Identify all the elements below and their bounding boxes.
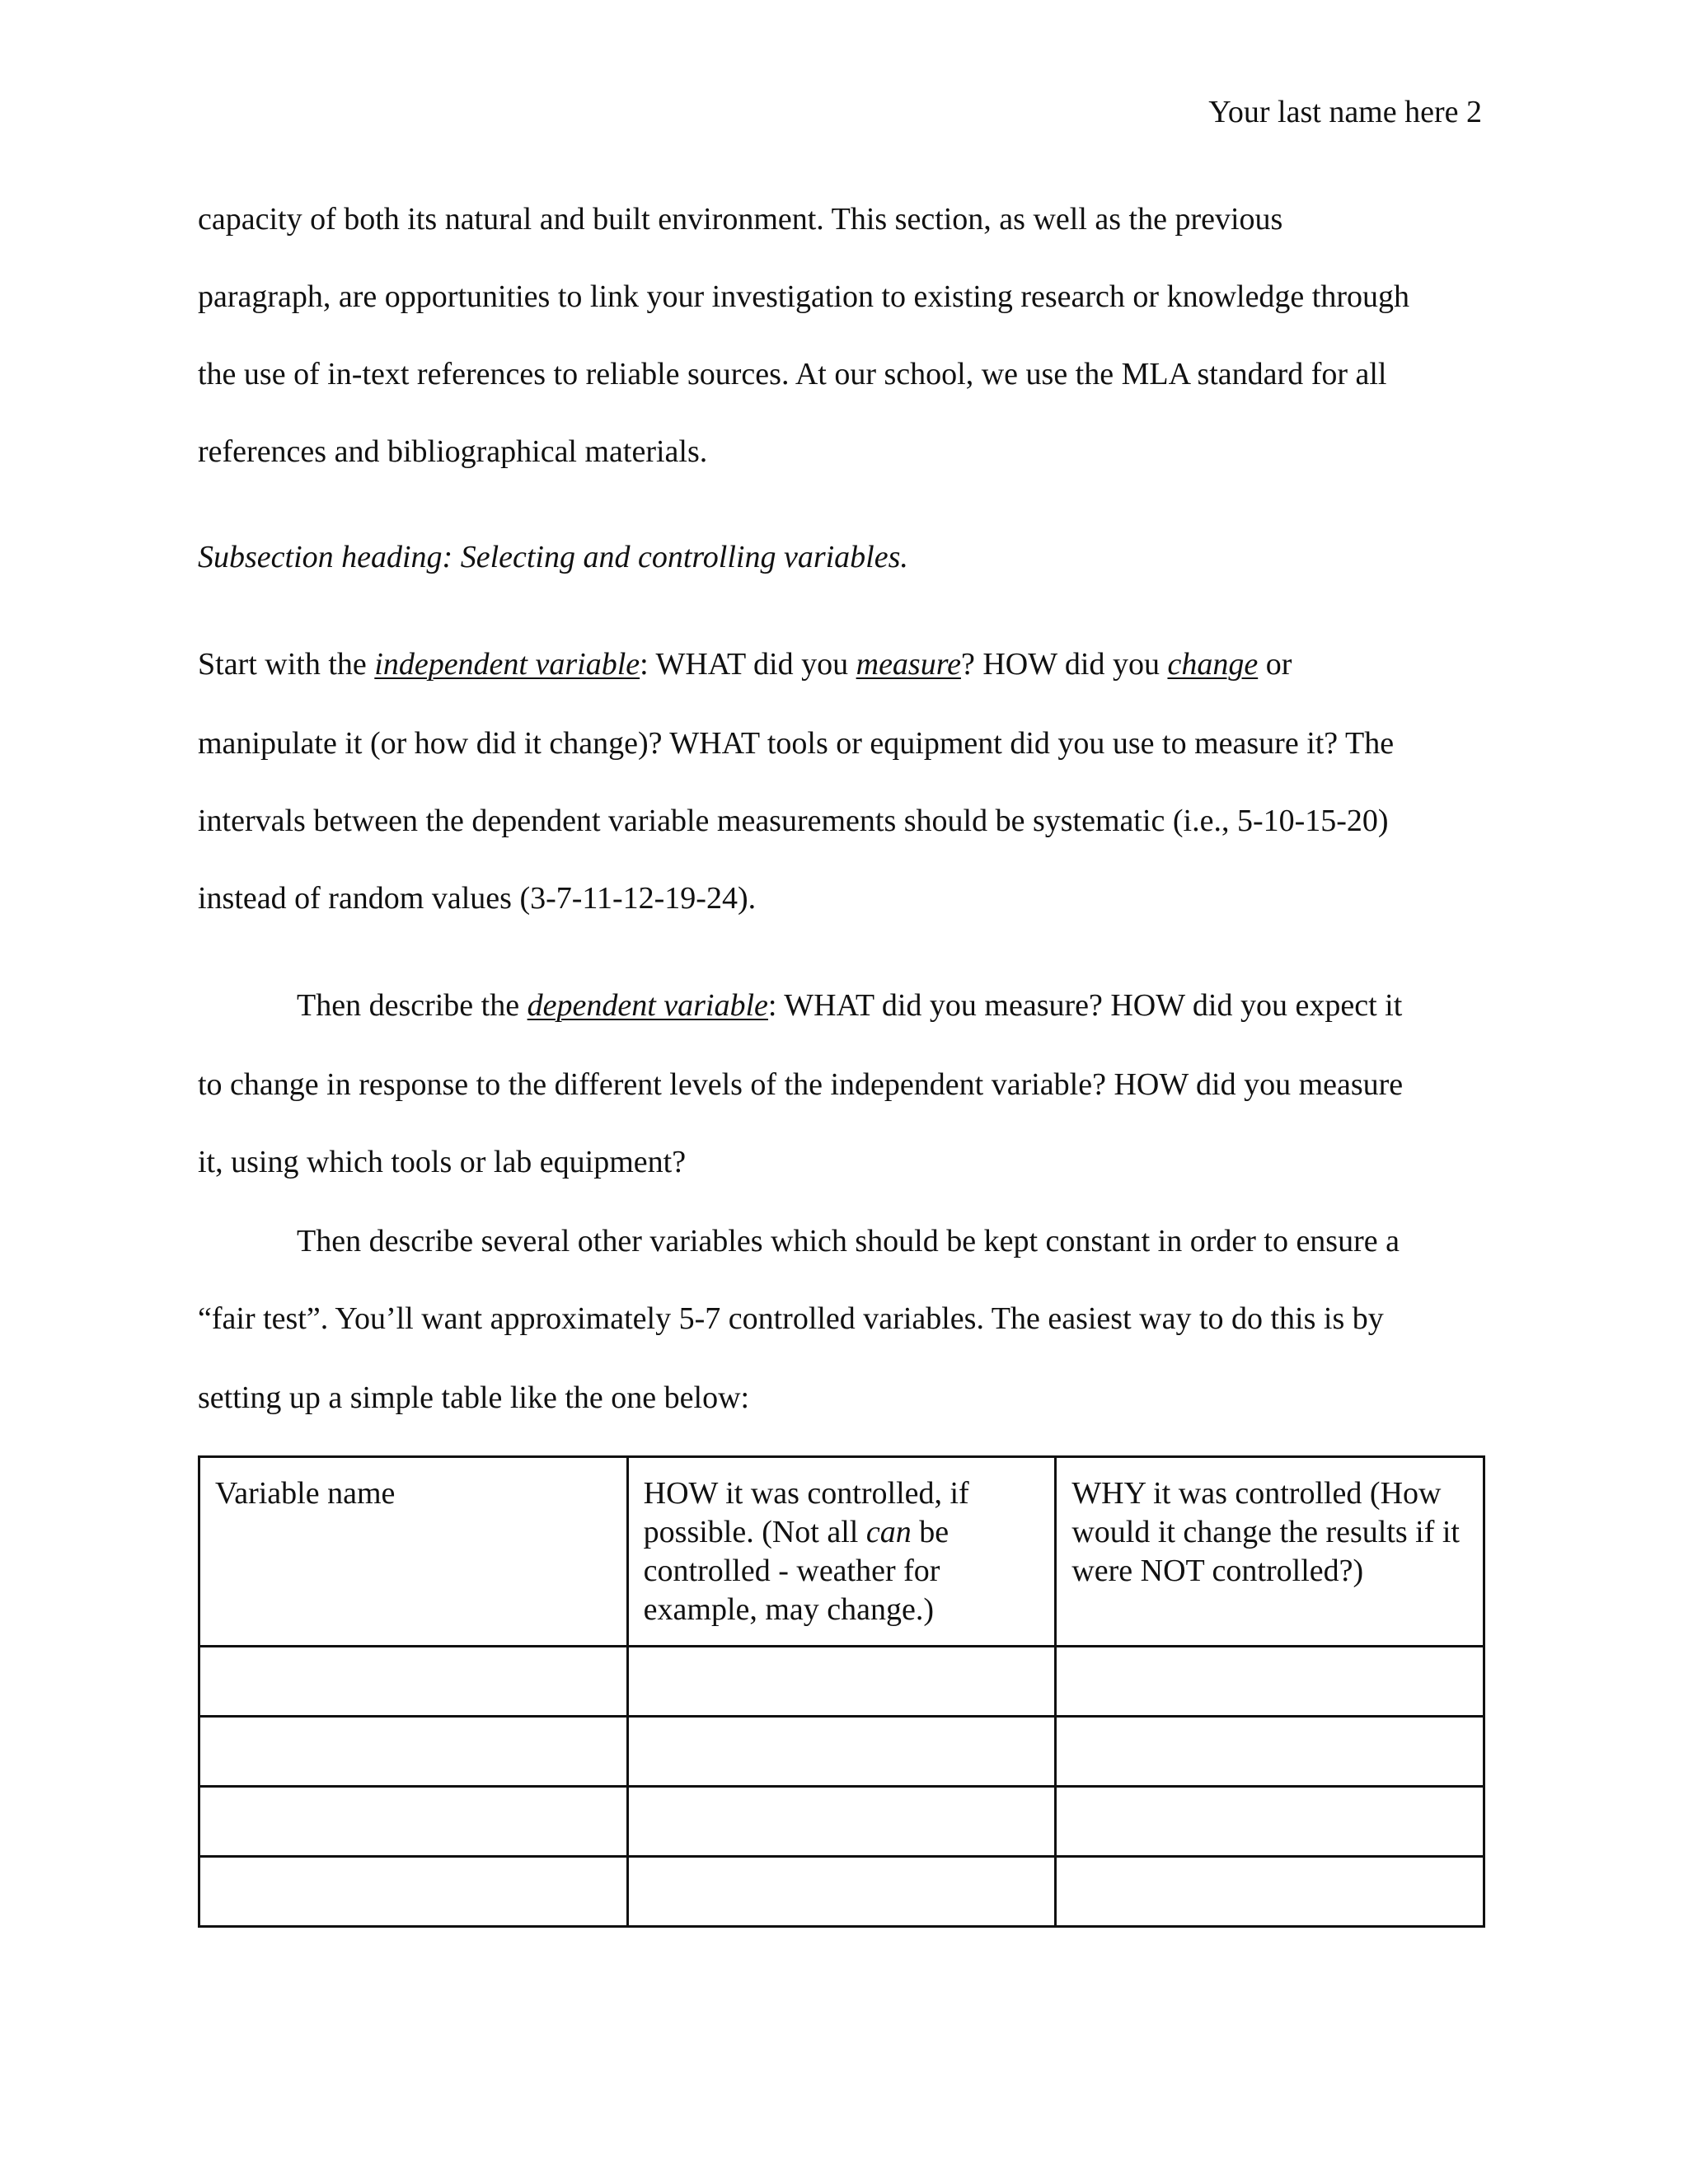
p2-text-a: Start with the bbox=[198, 647, 375, 682]
paragraph-3-line-3: it, using which tools or lab equipment? bbox=[198, 1145, 687, 1179]
table-row bbox=[199, 1717, 1484, 1787]
table-cell[interactable] bbox=[627, 1857, 1056, 1927]
paragraph-1-line-3: the use of in-text references to reliable sources. At our school, we use the MLA standard for all bbox=[198, 357, 1387, 391]
p3-text-c: : WHAT did you measure? HOW did you expect it bbox=[767, 988, 1403, 1023]
table-cell[interactable] bbox=[199, 1857, 628, 1927]
paragraph-4-line-1: Then describe several other variables which should be kept constant in order to ensure a bbox=[297, 1224, 1400, 1258]
table-cell[interactable] bbox=[1056, 1787, 1484, 1857]
paragraph-1-line-4: references and bibliographical materials. bbox=[198, 434, 708, 469]
table-cell[interactable] bbox=[199, 1717, 628, 1787]
change-term: change bbox=[1167, 647, 1259, 682]
table-cell[interactable] bbox=[627, 1647, 1056, 1717]
p2-text-c: : WHAT did you bbox=[640, 647, 856, 682]
paragraph-3-line-2: to change in response to the different levels of the independent variable? HOW did you measure bbox=[198, 1067, 1404, 1102]
how-text-a: HOW it was controlled, if possible. (Not all bbox=[643, 1476, 969, 1549]
header-variable-name: Variable name bbox=[199, 1457, 628, 1647]
paragraph-3-line-1 bbox=[297, 986, 1402, 1025]
paragraph-2-line-4: instead of random values (3-7-11-12-19-24). bbox=[198, 881, 757, 916]
p2-text-e: ? HOW did you bbox=[960, 647, 1168, 682]
table-cell[interactable] bbox=[627, 1787, 1056, 1857]
p3-text-a: Then describe the bbox=[297, 988, 528, 1023]
table-cell[interactable] bbox=[199, 1647, 628, 1717]
paragraph-4-line-3: setting up a simple table like the one below: bbox=[198, 1380, 750, 1415]
dependent-variable-term: dependent variable bbox=[527, 988, 768, 1023]
table-row bbox=[199, 1787, 1484, 1857]
table-row bbox=[199, 1857, 1484, 1927]
p2-text-g: or bbox=[1258, 647, 1292, 682]
subsection-heading: Subsection heading: Selecting and controlling variables. bbox=[198, 540, 908, 574]
table-cell[interactable] bbox=[1056, 1857, 1484, 1927]
how-text-can: can bbox=[865, 1515, 912, 1549]
table-cell[interactable] bbox=[1056, 1647, 1484, 1717]
how-text-c: be controlled - weather for example, may change.) bbox=[643, 1515, 950, 1627]
paragraph-2-line-1 bbox=[198, 644, 1292, 684]
header-why-controlled: WHY it was controlled (How would it change the results if it were NOT controlled?) bbox=[1056, 1457, 1484, 1647]
running-head: Your last name here 2 bbox=[1208, 95, 1482, 129]
table-cell[interactable] bbox=[199, 1787, 628, 1857]
table-cell[interactable] bbox=[1056, 1717, 1484, 1787]
controlled-variables-table bbox=[198, 1455, 1485, 1928]
table-cell[interactable] bbox=[627, 1717, 1056, 1787]
paragraph-1-line-1: capacity of both its natural and built environment. This section, as well as the previous bbox=[198, 202, 1283, 237]
paragraph-4-line-2: “fair test”. You’ll want approximately 5-7 controlled variables. The easiest way to do this is by bbox=[198, 1301, 1384, 1336]
header-how-controlled bbox=[627, 1457, 1056, 1647]
table-row bbox=[199, 1647, 1484, 1717]
independent-variable-term: independent variable bbox=[374, 647, 640, 682]
measure-term: measure bbox=[856, 647, 961, 682]
paragraph-2-line-2: manipulate it (or how did it change)? WHAT tools or equipment did you use to measure it? The bbox=[198, 726, 1395, 761]
paragraph-2-line-3: intervals between the dependent variable measurements should be systematic (i.e., 5-10-15-20) bbox=[198, 804, 1389, 838]
paragraph-1-line-2: paragraph, are opportunities to link your investigation to existing research or knowledge through bbox=[198, 279, 1410, 314]
table-header-row bbox=[199, 1457, 1484, 1647]
